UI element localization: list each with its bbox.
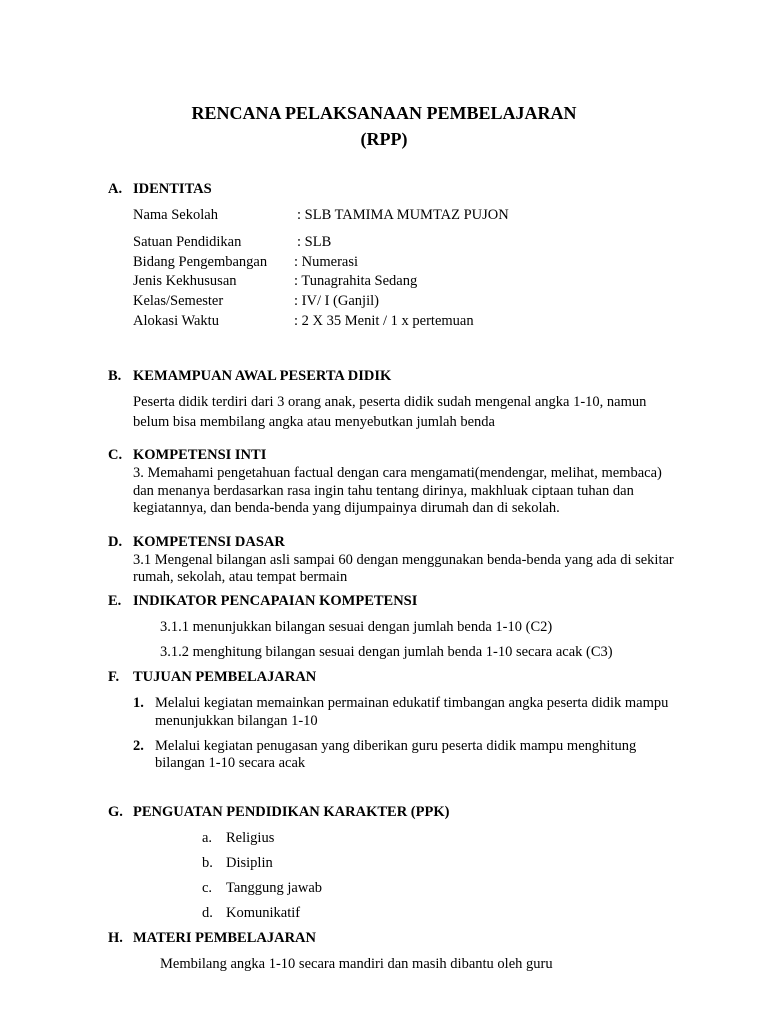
- objective-text-line: Melalui kegiatan penugasan yang diberikan guru peserta didik mampu menghitung: [155, 738, 637, 754]
- section-c-title: KOMPETENSI INTI: [133, 447, 267, 463]
- identity-label: Jenis Kekhususan: [133, 273, 237, 289]
- ppk-item-text: Tanggung jawab: [226, 880, 323, 896]
- identity-label: Kelas/Semester: [133, 293, 224, 309]
- ppk-item-letter: b.: [202, 855, 213, 871]
- ppk-item-text: Disiplin: [226, 855, 273, 871]
- section-c-text-line: dan menanya berdasarkan rasa ingin tahu tentang dirinya, makhluak ciptaan tuhan dan: [133, 483, 634, 499]
- ppk-item-letter: c.: [202, 880, 213, 896]
- section-d-letter: D.: [108, 534, 123, 550]
- section-c-text-line: kegiatannya, dan benda-benda yang dijumpainya dirumah dan di sekolah.: [133, 500, 560, 516]
- section-d-text-line: rumah, sekolah, atau tempat bermain: [133, 569, 348, 585]
- objective-text-line: Melalui kegiatan memainkan permainan edukatif timbangan angka peserta didik mampu: [155, 695, 669, 711]
- ppk-item-text: Religius: [226, 830, 275, 846]
- section-d-title: KOMPETENSI DASAR: [133, 534, 285, 550]
- identity-value: : 2 X 35 Menit / 1 x pertemuan: [294, 313, 474, 329]
- section-b-text-line: Peserta didik terdiri dari 3 orang anak, peserta didik sudah mengenal angka 1-10, namun: [133, 394, 647, 410]
- ppk-item-letter: d.: [202, 905, 213, 921]
- ppk-item-text: Komunikatif: [226, 905, 301, 921]
- identity-value: : Numerasi: [294, 254, 359, 270]
- section-c-text-line: 3. Memahami pengetahuan factual dengan cara mengamati(mendengar, melihat, membaca): [133, 465, 662, 481]
- section-b-title: KEMAMPUAN AWAL PESERTA DIDIK: [133, 368, 392, 384]
- identity-label: Nama Sekolah: [133, 207, 218, 223]
- section-h-text-line: Membilang angka 1-10 secara mandiri dan masih dibantu oleh guru: [160, 956, 553, 972]
- identity-value: : SLB: [297, 234, 332, 250]
- ppk-item-letter: a.: [202, 830, 213, 846]
- section-g-letter: G.: [108, 804, 123, 820]
- indicator-item: 3.1.2 menghitung bilangan sesuai dengan jumlah benda 1-10 secara acak (C3): [160, 644, 613, 660]
- indicator-item: 3.1.1 menunjukkan bilangan sesuai dengan jumlah benda 1-10 (C2): [160, 619, 553, 635]
- section-a-title: IDENTITAS: [133, 181, 212, 197]
- section-c-letter: C.: [108, 447, 123, 463]
- doc-subtitle: (RPP): [360, 129, 408, 149]
- section-a-letter: A.: [108, 181, 123, 197]
- identity-label: Alokasi Waktu: [133, 313, 219, 329]
- identity-label: Bidang Pengembangan: [133, 254, 268, 270]
- section-h-title: MATERI PEMBELAJARAN: [133, 930, 316, 946]
- section-e-letter: E.: [108, 593, 122, 609]
- objective-text-line: menunjukkan bilangan 1-10: [155, 713, 318, 729]
- doc-title: RENCANA PELAKSANAAN PEMBELAJARAN: [191, 103, 577, 123]
- section-h-letter: H.: [108, 930, 123, 946]
- section-f-title: TUJUAN PEMBELAJARAN: [133, 669, 317, 685]
- section-f-letter: F.: [108, 669, 120, 685]
- section-e-title: INDIKATOR PENCAPAIAN KOMPETENSI: [133, 593, 418, 609]
- identity-value: : SLB TAMIMA MUMTAZ PUJON: [297, 207, 509, 223]
- section-g-title: PENGUATAN PENDIDIKAN KARAKTER (PPK): [133, 804, 450, 820]
- section-b-text-line: belum bisa membilang angka atau menyebutkan jumlah benda: [133, 414, 495, 430]
- objective-number: 2.: [133, 738, 144, 754]
- identity-value: : Tunagrahita Sedang: [294, 273, 418, 289]
- objective-text-line: bilangan 1-10 secara acak: [155, 755, 306, 771]
- section-d-text-line: 3.1 Mengenal bilangan asli sampai 60 dengan menggunakan benda-benda yang ada di sekitar: [133, 552, 674, 568]
- identity-label: Satuan Pendidikan: [133, 234, 242, 250]
- identity-value: : IV/ I (Ganjil): [294, 293, 379, 309]
- objective-number: 1.: [133, 695, 144, 711]
- section-b-letter: B.: [108, 368, 122, 384]
